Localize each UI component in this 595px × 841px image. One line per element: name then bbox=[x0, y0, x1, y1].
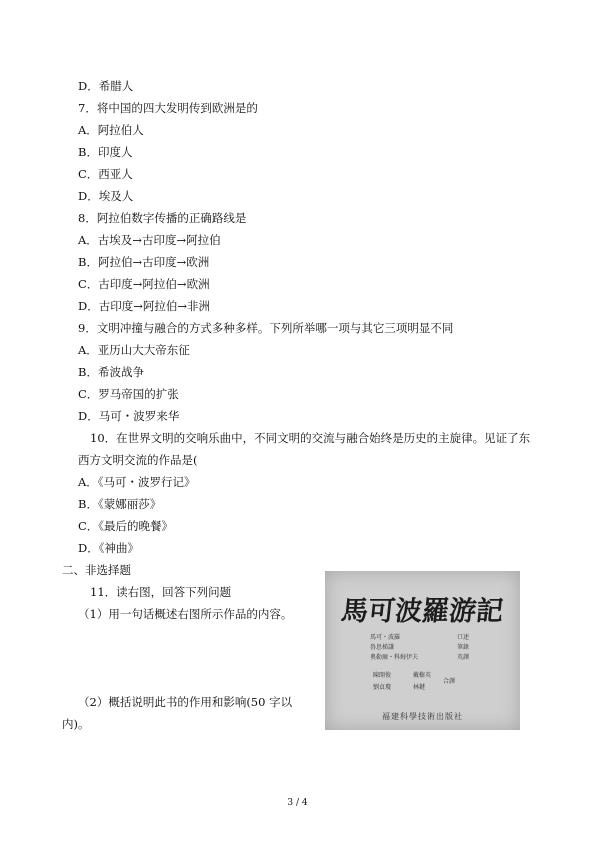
cover-author-3: 奧勒爾・科姆伊夫 bbox=[370, 654, 419, 661]
section-heading: 二、非选择题 bbox=[62, 563, 131, 577]
option-10c: C．《最后的晚餐》 bbox=[78, 519, 174, 533]
question-7: 7．将中国的四大发明传到欧洲是的 bbox=[78, 101, 258, 115]
cover-role-1: 口述 bbox=[457, 634, 470, 641]
option-9d: D．马可・波罗来华 bbox=[78, 409, 180, 423]
cover-translator-4: 林鍵 bbox=[413, 684, 426, 691]
question-9: 9．文明冲撞与融合的方式多种多样。下列所举哪一项与其它三项明显不同 bbox=[78, 321, 454, 335]
option-7b: B．印度人 bbox=[78, 145, 133, 159]
book-cover-title: 馬可波羅游記 bbox=[339, 596, 505, 627]
option-9b: B．希波战争 bbox=[78, 365, 144, 379]
book-cover-image bbox=[325, 571, 520, 730]
question-10-line-2: 西方文明交流的作品是( bbox=[78, 453, 198, 467]
cover-translator-3: 劉貞瓊 bbox=[373, 684, 392, 691]
cover-translator-1: 陳開俊 bbox=[373, 672, 392, 679]
option-10b: B．《蒙娜丽莎》 bbox=[78, 497, 162, 511]
question-11-part-2-cont: 内)。 bbox=[62, 717, 90, 731]
option-6d: D．希腊人 bbox=[78, 79, 134, 93]
question-11-part-2: （2）概括说明此书的作用和影响(50 字以 bbox=[78, 695, 293, 709]
cover-publisher: 福建科學技術出版社 bbox=[382, 712, 463, 721]
cover-translator-2: 戴樹英 bbox=[413, 672, 432, 679]
cover-translator-role: 合譯 bbox=[443, 678, 456, 685]
option-7d: D．埃及人 bbox=[78, 189, 134, 203]
cover-role-2: 筆錄 bbox=[457, 644, 470, 651]
cover-author-1: 馬可・波羅 bbox=[370, 634, 401, 641]
question-11-part-1: （1）用一句话概述右图所示作品的内容。 bbox=[78, 607, 293, 621]
option-9a: A．亚历山大大帝东征 bbox=[78, 343, 190, 357]
option-8b: B．阿拉伯→古印度→欧洲 bbox=[78, 255, 210, 269]
option-9c: C．罗马帝国的扩张 bbox=[78, 387, 179, 401]
question-10-line-1: 10．在世界文明的交响乐曲中，不同文明的交流与融合始终是历史的主旋律。见证了东 bbox=[90, 431, 531, 445]
page-number: 3 / 4 bbox=[287, 798, 308, 808]
option-10d: D．《神曲》 bbox=[78, 541, 139, 555]
question-11: 11．读右图，回答下列问题 bbox=[90, 585, 232, 599]
option-10a: A．《马可・波罗行记》 bbox=[78, 475, 196, 489]
option-8d: D．古印度→阿拉伯→非洲 bbox=[78, 299, 210, 313]
option-8c: C．古印度→阿拉伯→欧洲 bbox=[78, 277, 210, 291]
cover-role-3: 英譯 bbox=[457, 654, 470, 661]
option-7c: C．西亚人 bbox=[78, 167, 133, 181]
option-7a: A．阿拉伯人 bbox=[78, 123, 144, 137]
question-8: 8．阿拉伯数字传播的正确路线是 bbox=[78, 211, 247, 225]
cover-author-2: 魯思梯謙 bbox=[370, 644, 395, 651]
option-8a: A．古埃及→古印度→阿拉伯 bbox=[78, 233, 221, 247]
